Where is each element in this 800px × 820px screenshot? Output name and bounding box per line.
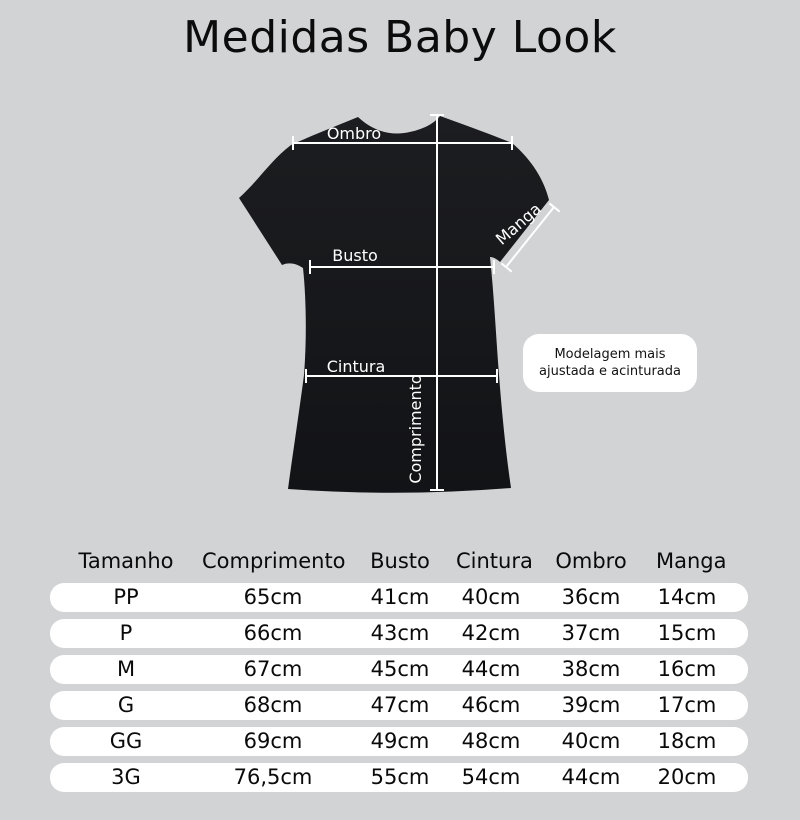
comprimento-value: 66cm (243, 621, 303, 645)
busto-value: 43cm (370, 621, 430, 645)
size-label: G (117, 693, 135, 717)
comprimento-value: 69cm (243, 729, 303, 753)
header-busto: Busto (370, 549, 430, 573)
comprimento-value: 68cm (243, 693, 303, 717)
cintura-value: 54cm (461, 765, 521, 789)
busto-value: 49cm (370, 729, 430, 753)
manga-value: 15cm (657, 621, 717, 645)
cintura-value: 40cm (461, 585, 521, 609)
cintura-label: Cintura (326, 357, 386, 376)
busto-label: Busto (332, 246, 378, 265)
ombro-label: Ombro (326, 124, 382, 143)
table-header-row (50, 546, 748, 576)
cintura-value: 46cm (461, 693, 521, 717)
ombro-value: 40cm (561, 729, 621, 753)
table-row (50, 583, 748, 612)
table-row (50, 619, 748, 648)
table-row (50, 691, 748, 720)
header-cintura: Cintura (456, 549, 533, 573)
busto-value: 41cm (370, 585, 430, 609)
page-title: Medidas Baby Look (183, 12, 617, 63)
table-row (50, 727, 748, 756)
table-row (50, 655, 748, 684)
manga-value: 20cm (657, 765, 717, 789)
manga-value: 18cm (657, 729, 717, 753)
ombro-value: 44cm (561, 765, 621, 789)
header-ombro: Ombro (555, 549, 627, 573)
ombro-value: 39cm (561, 693, 621, 717)
table-row (50, 763, 748, 792)
cintura-value: 44cm (461, 657, 521, 681)
size-label: P (119, 621, 133, 645)
ombro-value: 36cm (561, 585, 621, 609)
comprimento-label: Comprimento (406, 374, 425, 484)
tshirt-silhouette (239, 116, 549, 493)
manga-value: 17cm (657, 693, 717, 717)
busto-value: 45cm (370, 657, 430, 681)
header-tamanho: Tamanho (78, 549, 174, 573)
shirt-diagram (170, 80, 610, 530)
cintura-value: 42cm (461, 621, 521, 645)
size-table (50, 546, 748, 799)
size-label: PP (113, 585, 139, 609)
fit-note (523, 334, 697, 392)
busto-value: 47cm (370, 693, 430, 717)
header-manga: Manga (656, 549, 727, 573)
busto-value: 55cm (370, 765, 430, 789)
ombro-value: 38cm (561, 657, 621, 681)
size-label: M (116, 657, 136, 681)
manga-value: 14cm (657, 585, 717, 609)
comprimento-value: 76,5cm (233, 765, 313, 789)
fit-note-line2: ajustada e acinturada (539, 364, 681, 379)
header-comprimento: Comprimento (202, 549, 346, 573)
manga-label: Manga (491, 199, 545, 249)
size-label: GG (109, 729, 143, 753)
manga-value: 16cm (657, 657, 717, 681)
comprimento-value: 67cm (243, 657, 303, 681)
size-label: 3G (111, 765, 141, 789)
fit-note-line1: Modelagem mais (554, 347, 666, 362)
ombro-value: 37cm (561, 621, 621, 645)
cintura-value: 48cm (461, 729, 521, 753)
comprimento-value: 65cm (243, 585, 303, 609)
